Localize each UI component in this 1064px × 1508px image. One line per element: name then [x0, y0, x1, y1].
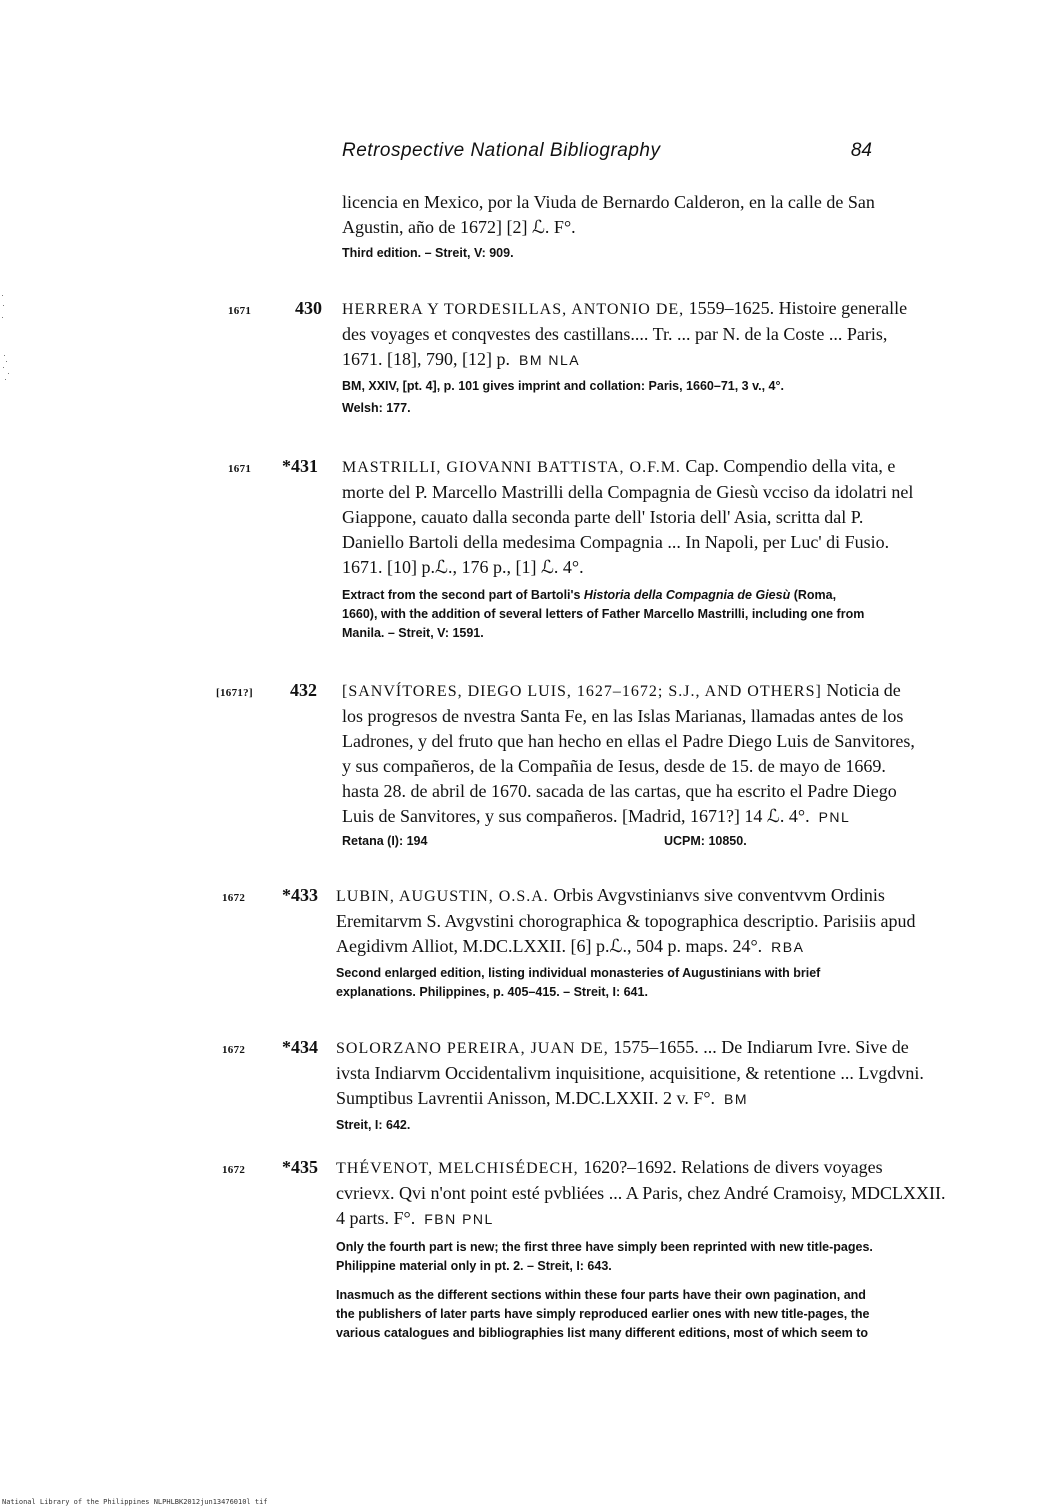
running-header [342, 140, 872, 168]
entry-author: [SANVÍTORES, DIEGO LUIS, 1627–1672; S.J., AND OTHERS] [342, 683, 822, 700]
entry-year: 1672 [222, 1164, 246, 1176]
entry-text: SOLORZANO PEREIRA, JUAN DE, 1575–1655. ... De Indiarum Ivre. Sive de ivsta Indiarvm Occidentalivm inquisitione, acquisitione, & retentione ... Lvgdvni. Sumptibus Lavrentii Anisson, M.DC.LXXII. 2 v. F°. BM Streit, I: 642. [336, 1035, 986, 1135]
entry-number: 430 [295, 298, 322, 318]
entry-year: [1671?] [216, 687, 253, 699]
entry-number: *435 [282, 1157, 318, 1177]
entry-year: 1672 [222, 892, 246, 904]
entry-year: 1671 [228, 463, 252, 475]
holdings: PNL [818, 809, 851, 825]
entry-number: *434 [282, 1037, 318, 1057]
entry-year: 1672 [222, 1044, 246, 1056]
entry-text: HERRERA Y TORDESILLAS, ANTONIO DE, 1559–1625. Histoire generalle des voyages et conqvestes des castillans.... Tr. ... par N. de la Coste ... Paris, 1671. [18], 790, [12] p. BM NLA BM, XXIV, [pt. 4], p. 101 gives imprint and collation: Paris, 1660–71, 3 v., 4°. Welsh: 177. [342, 296, 992, 418]
entry-notes: Only the fourth part is new; the first three have simply been reprinted with new title-pages. Philippine material only in pt. 2. – Streit, I: 643. [336, 1240, 873, 1273]
entry-text: THÉVENOT, MELCHISÉDECH, 1620?–1692. Relations de divers voyages cvrievx. Qvi n'ont point esté pvbliées ... A Paris, chez André Cramoisy, MDCLXXII. 4 parts. F°. FBN PNL Only the fourth part is new; the first three have simply been reprinted with new title-pages. Philippine material only in pt. 2. – Streit, I: 643. Inasmuch as the different sections within these four parts have their own pagination, and the publishers of later parts have simply reproduced earlier ones with new title-pages, the various catalogues and bibliographies list many different editions, most of which seem to [336, 1155, 1016, 1343]
page-number: 84 [850, 140, 872, 161]
holdings: FBN PNL [424, 1211, 494, 1227]
entry-number: *433 [282, 885, 318, 905]
entry-author: HERRERA Y TORDESILLAS, ANTONIO DE, [342, 301, 685, 318]
entry-text: LUBIN, AUGUSTIN, O.S.A. Orbis Avgvstinianvs sive conventvvm Ordinis Eremitarvm S. Avgvstini chorographica & topographica descriptio. Parisiis apud Aegidivm Alliot, M.DC.LXXII. [6] p.ℒ., 504 p. maps. 24°. RBA Second enlarged edition, listing individual monasteries of Augustinians with brief explanations. Philippines, p. 405–415. – Streit, I: 641. [336, 883, 986, 1002]
scan-footer: National Library of the Philippines NLPHLBK2012jun13476010l tif [2, 1498, 268, 1506]
holdings: RBA [771, 939, 805, 955]
entry-notes: Streit, I: 642. [336, 1118, 411, 1132]
entry-author: LUBIN, AUGUSTIN, O.S.A. [336, 888, 549, 905]
entry-author: SOLORZANO PEREIRA, JUAN DE, [336, 1040, 609, 1057]
entry-notes: Second enlarged edition, listing individual monasteries of Augustinians with brief explanations. Philippines, p. 405–415. – Streit, I: 641. [336, 966, 821, 999]
entry-notes: BM, XXIV, [pt. 4], p. 101 gives imprint and collation: Paris, 1660–71, 3 v., 4°. Welsh: 177. [342, 379, 784, 415]
entry-author: THÉVENOT, MELCHISÉDECH, [336, 1160, 579, 1177]
entry-year: 1671 [228, 305, 252, 317]
entry-notes: Extract from the second part of Bartoli's Historia della Compagnia de Giesù (Roma, 1660), with the addition of several letters of Father Marcello Mastrilli, including one from Manila. – Streit, V: 1591. [342, 588, 865, 640]
continuation-note: Third edition. – Streit, V: 909. [342, 246, 514, 260]
entry-text: [SANVÍTORES, DIEGO LUIS, 1627–1672; S.J., AND OTHERS] Noticia de los progresos de nvestra Santa Fe, en las Islas Marianas, llamadas antes de los Ladrones, y del fruto que han hecho en ellas el Padre Diego Luis de Sanvitores, y sus compañeros, de la Compañia de Iesus, desde de 15. de mayo de 1669. hasta 28. de abril de 1670. sacada de las cartas, que ha escrito el Padre Diego Luis de Sanvitores, y sus compañeros. [Madrid, 1671?] 14 ℒ. 4°. PNL Retana (I): 194 UCPM: 10850. [342, 678, 992, 852]
entry-text: MASTRILLI, GIOVANNI BATTISTA, O.F.M. Cap. Compendio della vita, e morte del P. Marcello Mastrilli della Compagnia de Giesù vcciso da idolatri nel Giappone, cauato dalla seconda parte dell' Istoria dell' Asia, scritta dal P. Daniello Bartoli della medesima Compagnia ... In Napoli, per Luc' di Fusio. 1671. [10] p.ℒ., 176 p., [1] ℒ. 4°. Extract from the second part of Bartoli's Historia della Compagnia de Giesù (Roma, 1660), with the addition of several letters of Father Marcello Mastrilli, including one from Manila. – Streit, V: 1591. [342, 454, 992, 643]
entry-number: *431 [282, 456, 318, 476]
entry-notes: Retana (I): 194 UCPM: 10850. [342, 834, 747, 848]
holdings: BM [724, 1091, 749, 1107]
page-title: Retrospective National Bibliography [342, 140, 661, 161]
continuation-text: licencia en Mexico, por la Viuda de Bernardo Calderon, en la calle de San Agustin, año de 1672] [2] ℒ. F°. Third edition. – Streit, V: 909. [342, 190, 992, 263]
scan-specks [0, 295, 14, 385]
entry-author: MASTRILLI, GIOVANNI BATTISTA, O.F.M. [342, 459, 681, 476]
holdings: BM NLA [518, 352, 581, 368]
entry-number: 432 [290, 680, 317, 700]
entry-notes-continued: Inasmuch as the different sections within these four parts have their own pagination, and the publishers of later parts have simply reproduced earlier ones with new title-pages, the various catalogues and bibliographies list many different editions, most of which seem to [336, 1288, 870, 1340]
